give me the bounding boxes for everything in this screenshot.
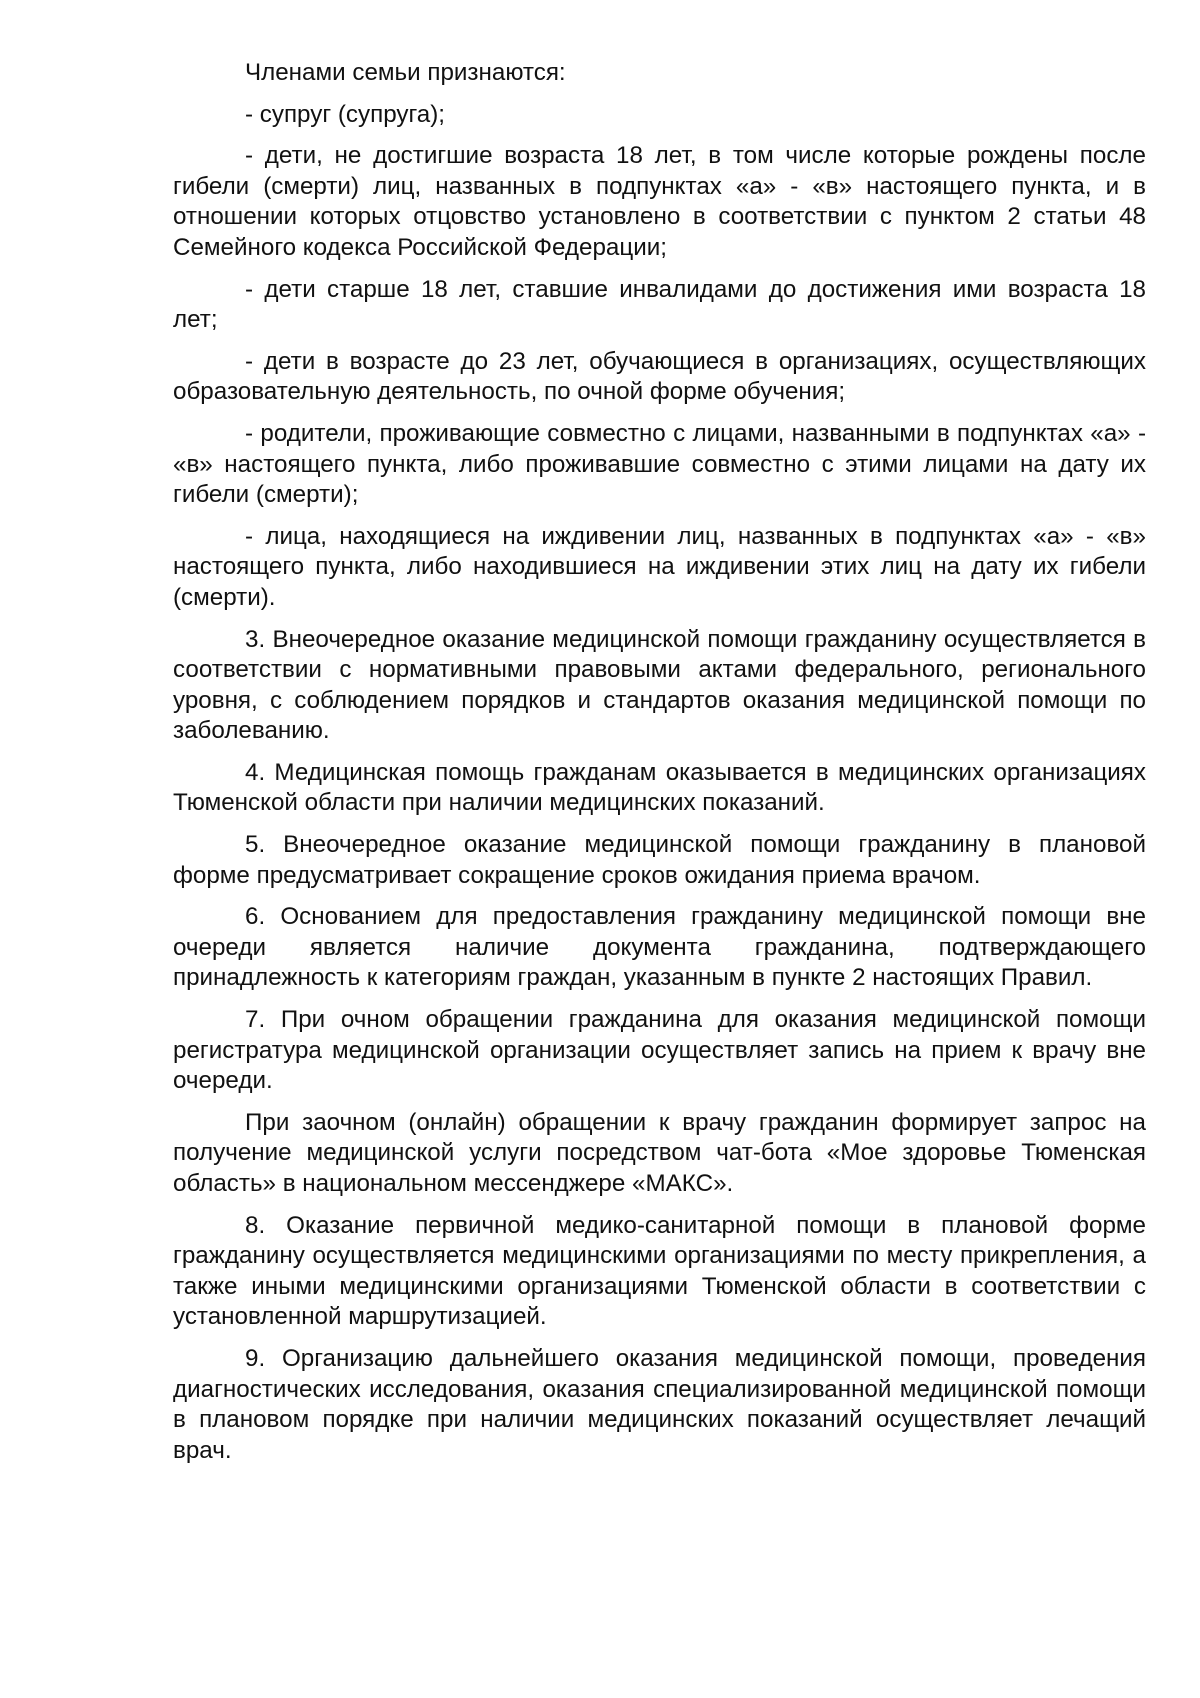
paragraph-dependents: - лица, находящиеся на иждивении лиц, названных в подпунктах «а» - «в» настоящего пункта, либо находившиеся на иждивении этих лиц на дату их гибели (смерти). bbox=[173, 522, 1146, 611]
paragraph-online-request: При заочном (онлайн) обращении к врачу гражданин формирует запрос на получение медицинской услуги посредством чат-бота «Мое здоровье Тюменская область» в национальном мессенджере «МАКС». bbox=[173, 1108, 1146, 1197]
paragraph-item-3: 3. Внеочередное оказание медицинской помощи гражданину осуществляется в соответствии с нормативными правовыми актами федерального, регионального уровня, с соблюдением порядков и стандартов оказания медицинской помощи по заболеванию. bbox=[173, 625, 1146, 745]
paragraph-item-8: 8. Оказание первичной медико-санитарной помощи в плановой форме гражданину осуществляется медицинскими организациями по месту прикрепления, а также иными медицинскими организациями Тюменской области в соответствии с установленной маршрутизацией. bbox=[173, 1211, 1146, 1331]
paragraph-item-5: 5. Внеочередное оказание медицинской помощи гражданину в плановой форме предусматривает сокращение сроков ожидания приема врачом. bbox=[173, 831, 1146, 889]
paragraph-item-6: 6. Основанием для предоставления гражданину медицинской помощи вне очереди является наличие документа гражданина, подтверждающего принадлежность к категориям граждан, указанным в пункте 2 настоящих Правил. bbox=[173, 903, 1146, 992]
paragraph-children-under-23-students: - дети в возрасте до 23 лет, обучающиеся в организациях, осуществляющих образовательную деятельность, по очной форме обучения; bbox=[173, 347, 1146, 406]
paragraph-children-under-18: - дети, не достигшие возраста 18 лет, в том числе которые рождены после гибели (смерти) лиц, названных в подпунктах «а» - «в» настоящего пункта, и в отношении которых отцовство установлено в соответствии с пунктом 2 статьи 48 Семейного кодекса Российской Федерации; bbox=[173, 142, 1146, 261]
paragraph-parents: - родители, проживающие совместно с лицами, названными в подпунктах «а» - «в» настоящего пункта, либо проживавшие совместно с этими лицами на дату их гибели (смерти); bbox=[173, 419, 1146, 509]
document-body bbox=[173, 58, 1146, 1466]
paragraph-spouse: - супруг (супруга); bbox=[245, 100, 446, 128]
paragraph-children-over-18-disabled: - дети старше 18 лет, ставшие инвалидами до достижения ими возраста 18 лет; bbox=[173, 275, 1146, 334]
paragraph-family-members-intro: Членами семьи признаются: bbox=[245, 59, 566, 86]
paragraph-item-7: 7. При очном обращении гражданина для оказания медицинской помощи регистратура медицинской организации осуществляет запись на прием к врачу вне очереди. bbox=[173, 1006, 1146, 1095]
paragraph-item-9: 9. Организацию дальнейшего оказания медицинской помощи, проведения диагностических исследования, оказания специализированной медицинской помощи в плановом порядке при наличии медицинских показаний осуществляет лечащий врач. bbox=[173, 1344, 1146, 1464]
paragraph-item-4: 4. Медицинская помощь гражданам оказывается в медицинских организациях Тюменской области при наличии медицинских показаний. bbox=[173, 758, 1146, 817]
